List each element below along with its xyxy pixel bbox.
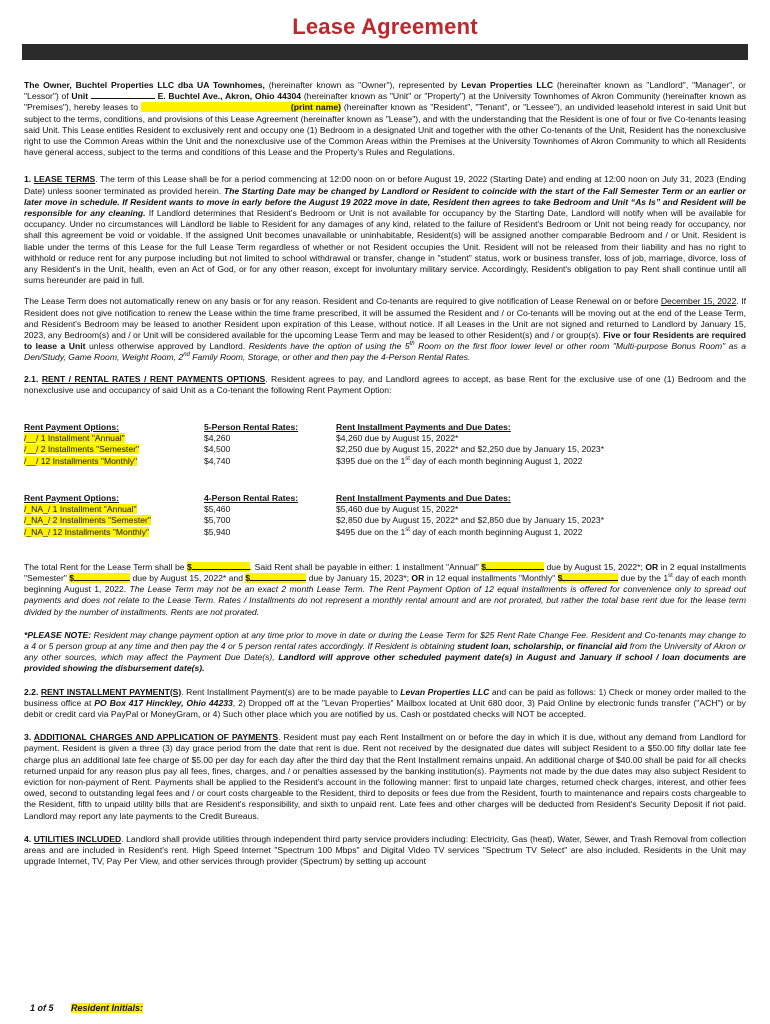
column-header: 5-Person Rental Rates: (204, 422, 299, 433)
section-emphasis: Landlord will approve other scheduled payment date(s) in August and January if school / loan documents are provided showing the disbursement date(s). (24, 652, 746, 674)
section-2-1-rent (24, 374, 746, 396)
intro-text: (hereinafter known as "Landlord", "Manager", or "Lessor") of (24, 80, 746, 102)
section-text: If Landlord determines that Resident's Bedroom or Unit is not available for occupancy by the Starting Date, Landlord will notify when will be available for occupancy. Under no circumstances will Landlord be liable to Resident for any damages of any kind, related to the failure of Resident's Bedroom or Unit not being ready for occupancy, nor shall this agreement be void or voidable. If the assigned Unit becomes unavailable or uninhabitable, Resident(s) will be assigned another comparable Bedroom and / or Unit. Resident is liable under the terms of this Lease for the full Lease Term regardless of whether or not Resident occupies the Unit. Resident will not be released from their liability and has no right to withhold or reduce rent for any purpose including but not limited to school withdrawal or transfer, change in "student" status, work or business transfer, loss of job, marriage, divorce, loss of any Resident's in the Unit, health, even an Act of God, or for any other reason, except for involuntary military service. Accordingly, Resident's obligation to pay Rent shall continue until all sums hereunder are paid in full. (24, 208, 746, 286)
section-emphasis: The Starting Date may be changed by Landlord or Resident to coincide with the start of the Fall Semester Term or an earlier or later move in schedule. If Resident wants to move in early before the August 19 2022 move in date, Resident then agrees to take Bedroom and Unit “As Is” and Resident will be responsible for any cleaning. (24, 185, 746, 219)
section-text: . Landlord shall provide utilities through independent third party service providers including: Electricity, Gas (heat), Water, Sewer, and Trash Removal from collection areas and are included in Resident's rent. High Speed Internet "Spectrum 100 Mbps" and Digital Video TV services "Spectrum TV Select" are also included. Residents in the Unit may upgrade Internet, TV, Pay Per View, and other services through provider (Spectrum) by setting up account (24, 833, 746, 867)
semester-amount-1-field[interactable]: $ (69, 573, 130, 583)
section-text: . Resident agrees to pay, and Landlord agrees to accept, as base Rent for the exclusive use of one (1) Bedroom and the nonexclusive use and occupancy of said Unit as a Co-tenant the following Rent Payment Option: (24, 373, 746, 395)
section-text: unless otherwise approved by Landlord. (85, 341, 249, 352)
section-number: 3. (24, 732, 34, 743)
column-header: Rent Payment Options: (24, 422, 120, 433)
column-header: 4-Person Rental Rates: (204, 492, 299, 503)
intro-text: (hereinafter known as "Resident", "Tenant", or "Lessee"), an undivided leasehold interest in said Unit but subject to the terms, conditions, and provisions of this Lease Agreement (hereinafter known as "Lease"), and with the understanding that the Resident is one of four or five Co-tenants leasing said Unit. This Lease entitles Resident to exclusively rent and occupy one (1) Bedroom in a designated Unit and together with the other Co-tenants of the Unit, Resident has the nonexclusive right to use the Common Areas within the Unit and the nonexclusive use of the Common Areas within the Premises at the University Townhomes of Akron Community to which all Residents have general access, subject to the terms and conditions of this Lease and the Property's Rules and Regulations. (24, 102, 746, 158)
section-text: due by January 15, 2023*; (306, 572, 412, 583)
column-header: Rent Installment Payments and Due Dates: (336, 492, 511, 503)
section-emphasis: Five or four Residents are required to lease a Unit (24, 330, 746, 352)
section-italic: Residents have the option of using the 5 (248, 341, 410, 352)
section-italic: Room on the first floor lower level or other room "Multi-purpose Bonus Room" as a Den/Study, Game Room, Weight Room, 2 (24, 341, 746, 363)
or-text: OR (645, 561, 659, 572)
please-note-paragraph (24, 630, 746, 675)
rates-table-4-person (24, 493, 746, 538)
due-date-text: $4,260 due by August 15, 2022* (336, 433, 459, 444)
section-text: . Resident must pay each Rent Installment on or before the day in which it is due, without any demand from Landlord for payment. Resident is given a three (3) day grace period from the date that rent is due. Rent not received by the designated due dates will subject Resident to a $50.00 fifty dollar late fee charge plus an additional late fee charge of $5.00 per day for each day after the third day that the Rent Installment remains unpaid. An additional charge of $40.00 shall be paid for all checks returned unpaid for any reason plus pay all fees, fines, charges, and / or penalties assessed by the banking institution(s). Payments not made by the due dates may also subject Resident to eviction for non-payment of Rent. Payments shall be applied to the Resident's account in the following manner: first to unpaid late charges, returned check charges, interest, and other fees owed, second to outstanding legal fees and / or court costs chargeable to the Resident, third to deposits or fees due from the Resident, fourth to maintenance and repairs costs chargeable to the Resident, fifth to unpaid utility bills that are Resident's responsibility, and sixth to unpaid rent. Late fees and other charges will be deducted from Resident's Security Deposit if not paid. Landlord may report any late payments to the Credit Bureaus. (24, 732, 747, 821)
section-1-renewal (24, 296, 746, 363)
section-emphasis: Levan Properties LLC (400, 686, 490, 697)
section-italic: The Lease Term may not be an exact 2 month Lease Term. The Rent Payment Option of 12 equal installments is offered for convenience only to spread out payments and does not relate to the Lease Term. Rates / Installments do not represent a monthly rental amount and are not prorated, but rather the total base rent due for the lease term divided by the number of installments. Rents are not prorated. (24, 584, 746, 617)
renewal-date: December 15, 2022 (660, 296, 737, 307)
section-text: , 2) Dropped off at the "Levan Properties" Mailbox located at Unit 680 door, 3) Paid Online by electronic funds transfer ("ACH") or by debit or credit card via PayPal or MoneyGram, or 4) Such other place which you are notified by us. Cash or postdated checks will NOT be accepted. (24, 697, 746, 719)
print-name-label: (print name) (290, 102, 341, 113)
owner-name: The Owner, Buchtel Properties LLC dba UA Townhomes, (24, 80, 265, 90)
due-date-text: $495 due on the 1st day of each month beginning August 1, 2022 (336, 526, 583, 537)
due-date-text: $2,850 due by August 15, 2022* and $2,850 due by January 15, 2023* (336, 515, 605, 526)
rate-value: $4,260 (204, 433, 231, 444)
payment-option-semester[interactable]: /_NA_/ 2 Installments "Semester" (24, 515, 151, 526)
payment-option-monthly[interactable]: /_NA_/ 12 Installments "Monthly" (24, 526, 150, 537)
monthly-amount-field[interactable]: $ (558, 573, 619, 583)
section-text: The total Rent for the Lease Term shall be (24, 561, 187, 572)
section-italic: from the University of Akron or any other sources, which may affect the Payment Due Date(s), (24, 640, 746, 663)
annual-amount-field[interactable]: $ (481, 562, 544, 572)
section-text: and can be paid as follows: 1) Check or money order mailed to the business office at (24, 686, 746, 708)
due-date-text: $2,250 due by August 15, 2022* and $2,250 due by January 15, 2023* (336, 444, 605, 455)
section-italic: Family Room, Storage, or other and then pay the 4-Person Rental Rates. (189, 352, 471, 363)
section-2-2-payments (24, 687, 746, 721)
section-text: due by the 1 (618, 572, 669, 583)
rate-value: $4,500 (204, 444, 231, 455)
section-text: in 12 equal installments "Monthly" (424, 572, 558, 583)
section-text: . The term of this Lease shall be for a period commencing at 12:00 noon on or before August 19, 2022 (Starting Date) and ending at 12:00 noon on July 31, 2023 (Ending Date) unless sooner terminated as provided herein. (24, 174, 747, 196)
intro-text: (hereinafter known as "Unit" or "Property") at the University Townhomes of Akron Community (hereinafter known as "Premises"), hereby leases to (24, 91, 747, 113)
intro-paragraph (24, 80, 746, 158)
section-heading: RENT INSTALLMENT PAYMENT(S) (40, 686, 182, 697)
section-1-lease-terms (24, 174, 746, 286)
landlord-name: Levan Properties LLC (461, 80, 554, 90)
section-number: 4. (24, 833, 34, 844)
total-rent-field[interactable]: $ (187, 562, 250, 572)
document-body (24, 80, 746, 877)
intro-text: (hereinafter known as "Owner"), represented by (264, 80, 462, 90)
total-rent-paragraph (24, 562, 746, 618)
section-text: due by August 15, 2022*; (544, 561, 646, 572)
rate-value: $5,940 (204, 526, 231, 537)
section-heading: ADDITIONAL CHARGES AND APPLICATION OF PAYMENTS (33, 732, 279, 743)
section-text: in 2 equal installments "Semester" (24, 561, 746, 583)
column-header: Rent Payment Options: (24, 492, 120, 503)
payment-option-semester[interactable]: /__/ 2 Installments "Semester" (24, 444, 140, 455)
business-address: PO Box 417 Hinckley, Ohio 44233 (94, 697, 233, 708)
page-footer (30, 1003, 143, 1013)
unit-label: Unit (71, 91, 89, 102)
section-4-utilities (24, 834, 746, 868)
document-title: Lease Agreement (292, 14, 478, 39)
section-3-charges (24, 732, 746, 822)
due-date-text: $395 due on the 1st day of each month beginning August 1, 2022 (336, 455, 583, 466)
section-text: . Rent Installment Payment(s) are to be made payable to (181, 686, 401, 697)
section-text: day of each month beginning August 1, 2022. (24, 572, 747, 595)
section-text: . If Resident does not give notification to renew the Lease within the time frame prescribed, it will be assumed the Resident and / or Co-tenants will be moving out at the end of the Lease Term, and Resident's Bedroom may be leased to another Resident upon expiration of this Lease, without notice. If all Leases in the Unit are not signed and returned to Landlord by January 15, 2023, any Bedroom(s) and / or Unit will be considered available for the upcoming Lease Term and may be leased to other Resident(s) and / or group(s). (24, 296, 746, 341)
section-emphasis: student loan, scholarship, or financial aid (457, 640, 628, 651)
header-band (22, 44, 748, 60)
page-number: 1 of 5 (30, 1003, 54, 1013)
note-label: *PLEASE NOTE: (24, 629, 92, 640)
rate-value: $4,740 (204, 455, 231, 466)
unit-number-blank[interactable] (91, 98, 155, 99)
section-number: 2.2. (24, 686, 41, 697)
column-header: Rent Installment Payments and Due Dates: (336, 422, 511, 433)
section-text: due by August 15, 2022* and (130, 572, 246, 583)
due-date-text: $5,460 due by August 15, 2022* (336, 504, 459, 515)
superscript: nd (183, 352, 190, 359)
section-number: 1. (24, 174, 34, 185)
rates-table-5-person (24, 422, 746, 467)
resident-name-field[interactable] (141, 102, 341, 112)
payment-option-monthly[interactable]: /__/ 12 Installments "Monthly" (24, 455, 138, 466)
semester-amount-2-field[interactable]: $ (245, 573, 306, 583)
payment-option-annual[interactable]: /__/ 1 Installment "Annual" (24, 433, 125, 444)
rate-value: $5,460 (204, 504, 231, 515)
section-number: 2.1. (24, 373, 42, 384)
section-italic: Resident may change payment option at any time prior to move in date or during the Lease Term for $25 Rent Rate Change Fee. Resident and Co-tenants may change to a 4 or 5 person group at any time and then pay the 4 or 5 person rental rates accordingly. If Resident is obtaining (24, 629, 746, 651)
section-text: The Lease Term does not automatically renew on any basis or for any reason. Resident and Co-tenants are required to give notification of Lease Renewal on or before (24, 296, 661, 307)
unit-address: E. Buchtel Ave., Akron, Ohio 44304 (157, 91, 302, 102)
rate-value: $5,700 (204, 515, 231, 526)
superscript: st (668, 573, 673, 580)
payment-option-annual[interactable]: /_NA_/ 1 Installment "Annual" (24, 504, 137, 515)
section-text: . Said Rent shall be payable in either: 1 installment "Annual" (249, 561, 482, 572)
section-heading: RENT / RENTAL RATES / RENT PAYMENTS OPTIONS (41, 373, 266, 384)
resident-initials-field[interactable]: Resident Initials: (71, 1003, 144, 1013)
or-text: OR (411, 572, 425, 583)
superscript: th (409, 341, 415, 348)
section-heading: LEASE TERMS (33, 174, 96, 185)
section-heading: UTILITIES INCLUDED (33, 833, 122, 844)
